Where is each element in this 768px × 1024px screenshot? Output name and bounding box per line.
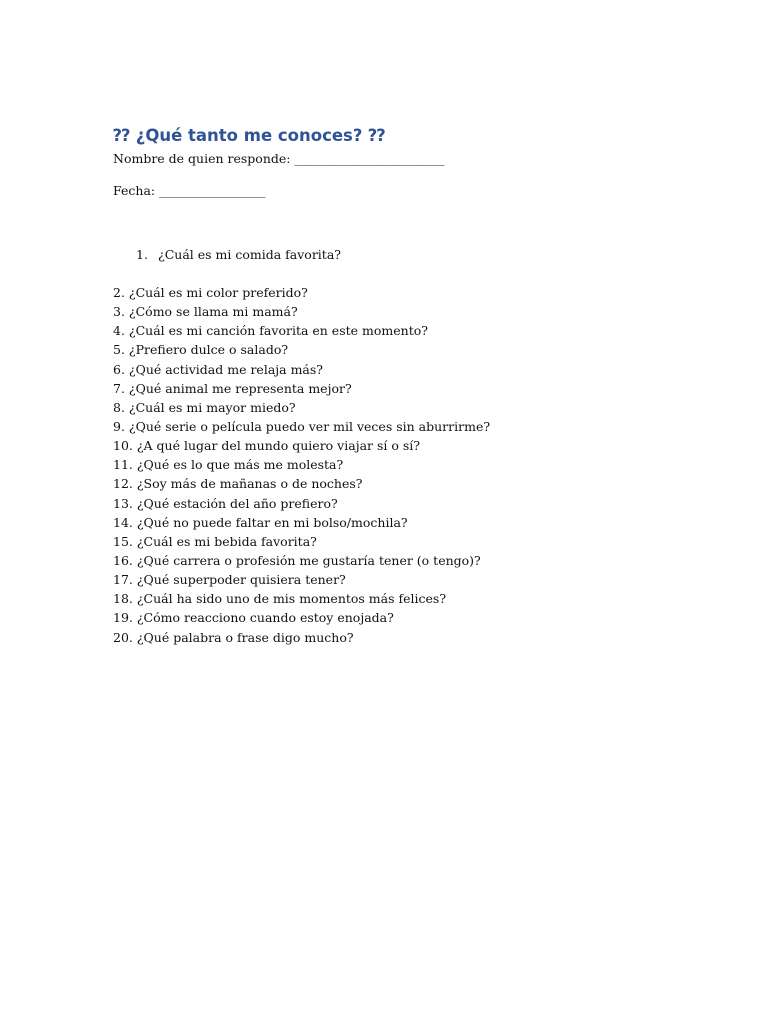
question-text: ¿Cuál es mi comida favorita? (158, 247, 341, 262)
document-body (113, 125, 673, 647)
question-item: 14. ¿Qué no puede faltar en mi bolso/mochila? (113, 514, 408, 530)
question-item: 7. ¿Qué animal me representa mejor? (113, 380, 352, 396)
question-item: 6. ¿Qué actividad me relaja más? (113, 361, 324, 377)
question-item: 10. ¿A qué lugar del mundo quiero viajar sí o sí? (113, 438, 420, 454)
question-item: 15. ¿Cuál es mi bebida favorita? (113, 533, 317, 549)
question-item: 9. ¿Qué serie o película puedo ver mil veces sin aburrirme? (113, 418, 491, 434)
question-item: 5. ¿Prefiero dulce o salado? (113, 342, 289, 358)
question-item: 17. ¿Qué superpoder quisiera tener? (113, 572, 346, 588)
question-item: 3. ¿Cómo se llama mi mamá? (113, 304, 298, 320)
question-list (113, 283, 673, 647)
question-item-1 (113, 245, 673, 264)
question-item: 2. ¿Cuál es mi color preferido? (113, 285, 308, 300)
question-item: 13. ¿Qué estación del año prefiero? (113, 495, 338, 511)
question-item: 18. ¿Cuál ha sido uno de mis momentos más felices? (113, 591, 447, 607)
question-item: 16. ¿Qué carrera o profesión me gustaría tener (o tengo)? (113, 552, 481, 568)
question-item: 4. ¿Cuál es mi canción favorita en este momento? (113, 323, 428, 339)
question-item: 12. ¿Soy más de mañanas o de noches? (113, 476, 363, 492)
date-line: Fecha: _________________ (113, 183, 266, 198)
document-title: ⁇ ¿Qué tanto me conoces? ⁇ (113, 126, 386, 145)
question-item: 19. ¿Cómo reacciono cuando estoy enojada? (113, 610, 394, 626)
respondent-name-line: Nombre de quien responde: ________________________ (113, 151, 445, 166)
question-item: 11. ¿Qué es lo que más me molesta? (113, 457, 344, 473)
question-number: 1. (136, 247, 148, 262)
question-item: 20. ¿Qué palabra o frase digo mucho? (113, 629, 354, 645)
question-item: 8. ¿Cuál es mi mayor miedo? (113, 399, 296, 415)
